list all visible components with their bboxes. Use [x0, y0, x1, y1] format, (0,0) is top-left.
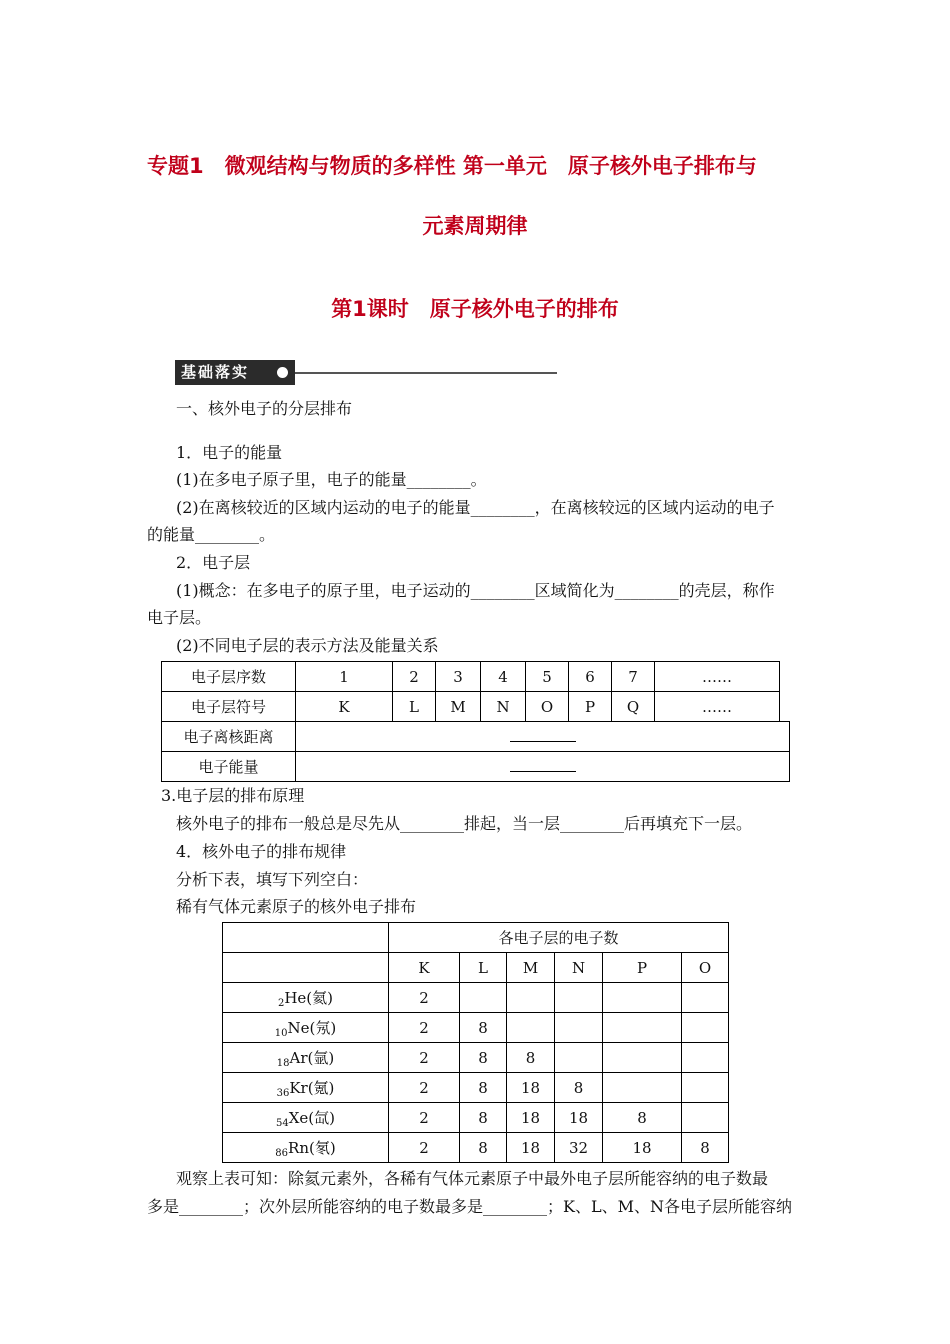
electron-count: 8: [460, 1043, 507, 1073]
cell: K: [296, 692, 393, 722]
banner-label: 基础落实: [175, 360, 295, 385]
banner-dot-icon: [277, 367, 288, 378]
item-4: 4．核外电子的排布规律: [176, 842, 347, 861]
electron-count: 8: [460, 1133, 507, 1163]
shell-table-top: [161, 661, 780, 722]
electron-count: [603, 1073, 682, 1103]
element-name: Ne(氖): [287, 1019, 337, 1037]
item-2: 2．电子层: [176, 553, 251, 572]
cell: ……: [655, 662, 780, 692]
cell: M: [436, 692, 481, 722]
row-label: 电子能量: [162, 752, 296, 782]
item-2b: (2)不同电子层的表示方法及能量关系: [176, 636, 439, 655]
element-cell: [223, 1073, 389, 1103]
electron-count: 18: [555, 1103, 603, 1133]
table-row: [223, 983, 729, 1013]
electron-count: 18: [507, 1073, 555, 1103]
electron-count: 8: [460, 1073, 507, 1103]
title-line2: 元素周期律: [422, 214, 528, 238]
electron-count: 8: [603, 1103, 682, 1133]
cell: P: [569, 692, 612, 722]
electron-count: 18: [507, 1133, 555, 1163]
element-name: Ar(氩): [289, 1049, 335, 1067]
item-1b-line1: (2)在离核较近的区域内运动的电子的能量________，在离核较远的区域内运动的电子: [176, 498, 775, 517]
electron-count: 32: [555, 1133, 603, 1163]
element-cell: [223, 1133, 389, 1163]
electron-count: [507, 1013, 555, 1043]
corner-cell: [223, 923, 389, 953]
element-name: Rn(氡): [288, 1139, 336, 1157]
atomic-number: 18: [276, 1058, 290, 1069]
row-label: 电子层符号: [162, 692, 296, 722]
electron-count: 18: [507, 1103, 555, 1133]
atomic-number: 10: [274, 1028, 288, 1039]
cell: 2: [393, 662, 436, 692]
item-2a-line1: (1)概念：在多电子的原子里，电子运动的________区域简化为________的壳层，称作: [176, 581, 775, 600]
element-name: Xe(氙): [288, 1109, 335, 1127]
cell: L: [393, 692, 436, 722]
item-1: 1．电子的能量: [176, 443, 283, 462]
cell: O: [526, 692, 569, 722]
shell-table-bottom: [161, 721, 790, 782]
cell: N: [481, 692, 526, 722]
observation-line2: 多是________；次外层所能容纳的电子数最多是________；K、L、M、N各电子层所能容纳: [147, 1197, 792, 1216]
electron-count: [507, 983, 555, 1013]
electron-count: [460, 983, 507, 1013]
atomic-number: 54: [276, 1118, 289, 1129]
shell-header: L: [460, 953, 507, 983]
electron-count: [682, 1103, 729, 1133]
corner-cell: [223, 953, 389, 983]
element-cell: [223, 1103, 389, 1133]
table-row: [223, 1103, 729, 1133]
shell-header: M: [507, 953, 555, 983]
cell: 4: [481, 662, 526, 692]
electron-count: 8: [555, 1073, 603, 1103]
electron-count: 2: [389, 1133, 460, 1163]
electron-count: 8: [460, 1103, 507, 1133]
electron-count: [603, 1043, 682, 1073]
cell: 5: [526, 662, 569, 692]
item-3: 3.电子层的排布原理: [161, 786, 305, 805]
item-1b-line2: 的能量________。: [147, 525, 276, 544]
observation-line1: 观察上表可知：除氦元素外，各稀有气体元素原子中最外电子层所能容纳的电子数最: [176, 1169, 769, 1188]
title-line1: 专题1 微观结构与物质的多样性 第一单元 原子核外电子排布与: [147, 154, 757, 178]
cell: 3: [436, 662, 481, 692]
element-cell: [223, 1013, 389, 1043]
atomic-number: 86: [275, 1148, 289, 1159]
row-label: 电子离核距离: [162, 722, 296, 752]
table-row: [223, 1133, 729, 1163]
item-2a-line2: 电子层。: [147, 608, 212, 627]
table-row: [223, 1013, 729, 1043]
section-heading: 一、核外电子的分层排布: [176, 399, 353, 418]
answer-blank[interactable]: [510, 770, 576, 772]
electron-count: 2: [389, 1103, 460, 1133]
electron-count: 2: [389, 1073, 460, 1103]
element-name: He(氦): [284, 989, 334, 1007]
electron-count: [555, 983, 603, 1013]
electron-count: 2: [389, 1013, 460, 1043]
cell: Q: [612, 692, 655, 722]
cell: 6: [569, 662, 612, 692]
item-3a: 核外电子的排布一般总是尽先从________排起，当一层________后再填充下一层。: [176, 814, 753, 833]
electron-count: [555, 1043, 603, 1073]
element-name: Kr(氪): [289, 1079, 335, 1097]
noble-gas-table: [222, 922, 729, 1163]
shell-header: N: [555, 953, 603, 983]
shell-header: K: [389, 953, 460, 983]
cell: 1: [296, 662, 393, 692]
table-header: 各电子层的电子数: [389, 923, 729, 953]
electron-count: [603, 983, 682, 1013]
shell-header: O: [682, 953, 729, 983]
shell-header: P: [603, 953, 682, 983]
electron-count: 8: [460, 1013, 507, 1043]
fill-cell: [296, 752, 790, 782]
electron-count: 18: [603, 1133, 682, 1163]
electron-count: [555, 1013, 603, 1043]
row-label: 电子层序数: [162, 662, 296, 692]
element-cell: [223, 983, 389, 1013]
lesson-title: 第1课时 原子核外电子的排布: [331, 297, 619, 321]
electron-count: [682, 1073, 729, 1103]
item-1a: (1)在多电子原子里，电子的能量________。: [176, 470, 487, 489]
cell: 7: [612, 662, 655, 692]
item-4a: 分析下表，填写下列空白：: [176, 870, 369, 889]
element-cell: [223, 1043, 389, 1073]
banner-rule: [295, 372, 557, 374]
atomic-number: 2: [277, 998, 285, 1009]
table-row: [223, 1073, 729, 1103]
atomic-number: 36: [276, 1088, 290, 1099]
fill-cell: [296, 722, 790, 752]
electron-count: 8: [682, 1133, 729, 1163]
element-rows: [223, 983, 729, 1163]
electron-count: 2: [389, 1043, 460, 1073]
electron-count: [682, 1013, 729, 1043]
electron-count: 2: [389, 983, 460, 1013]
electron-count: 8: [507, 1043, 555, 1073]
item-4b: 稀有气体元素原子的核外电子排布: [176, 897, 417, 916]
electron-count: [682, 1043, 729, 1073]
electron-count: [603, 1013, 682, 1043]
table-row: [223, 1043, 729, 1073]
answer-blank[interactable]: [510, 740, 576, 742]
electron-count: [682, 983, 729, 1013]
cell: ……: [655, 692, 780, 722]
